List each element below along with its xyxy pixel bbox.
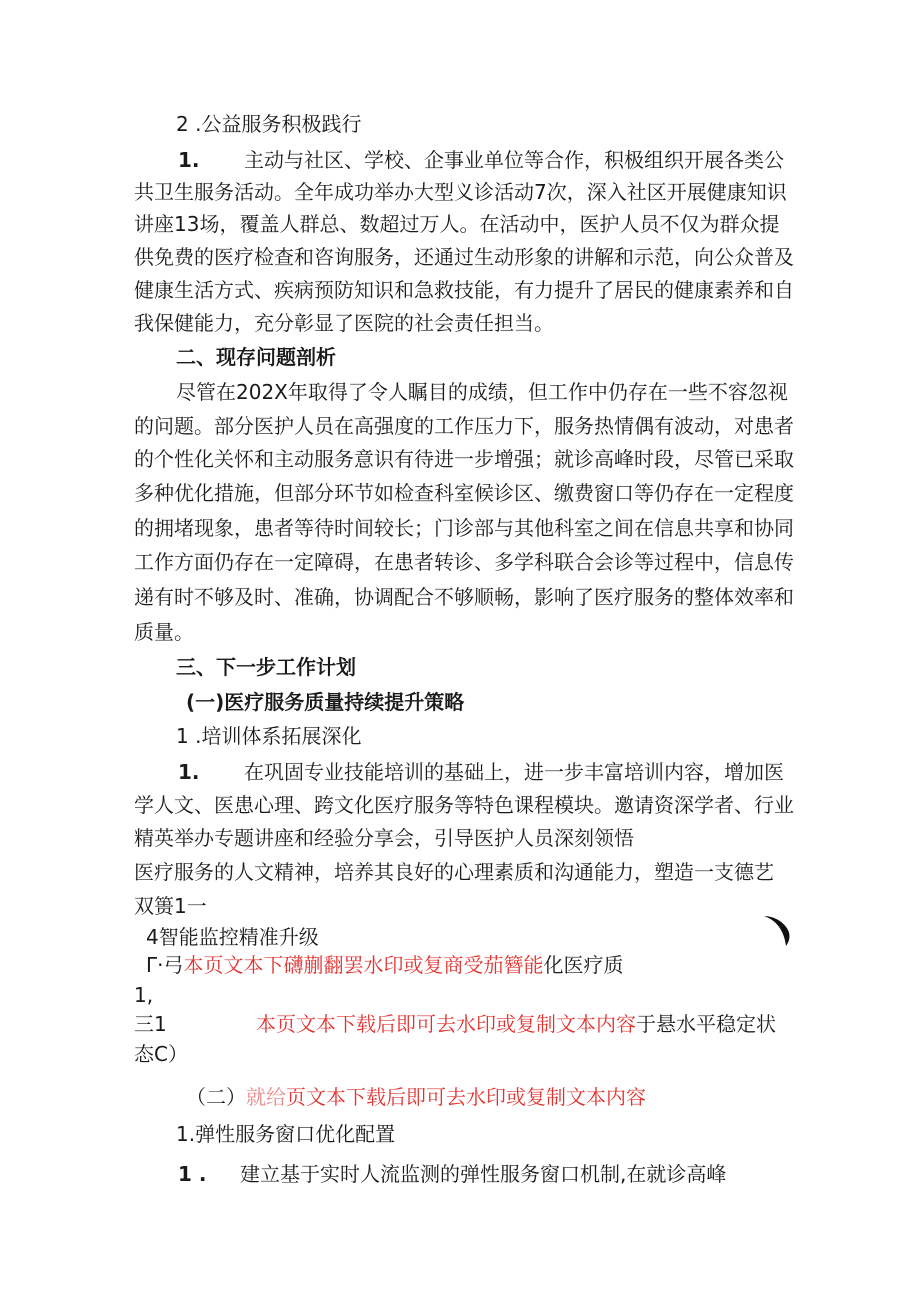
ocr-line: 态C）	[134, 1042, 188, 1066]
section-heading: 三、下一步工作计划	[176, 655, 356, 679]
ocr-fragment: Γ·弓	[146, 953, 184, 977]
paragraph-line	[178, 148, 784, 172]
paragraph-line: 的个性化关怀和主动服务意识有待进一步增强；就诊高峰时段，尽管已采取	[134, 447, 794, 471]
paragraph-window	[178, 1162, 726, 1186]
paragraph-line: 健康生活方式、疾病预防知识和急救技能，有力提升了居民的健康素养和自	[134, 278, 794, 302]
paragraph-line: 工作方面仍存在一定障碍，在患者转诊、多学科联合会诊等过程中，信息传	[134, 550, 794, 574]
ocr-fragment: 于悬水平稳定状	[636, 1012, 776, 1036]
item-number: 1.	[178, 760, 200, 784]
ocr-fragment: 化医疗质	[543, 953, 624, 977]
item-number: 1 .	[178, 1162, 207, 1186]
paragraph-line: 共卫生服务活动。全年成功举办大型义诊活动7次，深入社区开展健康知识	[134, 180, 787, 204]
paragraph-line: 医疗服务的人文精神，培养其良好的心理素质和沟通能力，塑造一支德艺	[134, 860, 774, 884]
paragraph-line: 递有时不够及时、准确，协调配合不够顺畅，影响了医疗服务的整体效率和	[134, 585, 794, 609]
paragraph-line: 质量。	[134, 620, 194, 644]
ocr-line: 1,	[134, 983, 154, 1007]
paragraph-line	[178, 760, 784, 784]
paragraph-line: 学人文、医患心理、跨文化医疗服务等特色课程模块。邀请资深学者、行业	[134, 793, 794, 817]
paragraph-line: 的拥堵现象，患者等待时间较长；门诊部与其他科室之间在信息共享和协同	[134, 516, 794, 540]
section-heading: 二、现存问题剖析	[176, 345, 336, 369]
paragraph-line: 尽管在202X年取得了令人瞩目的成绩，但工作中仍存在一些不容忽视	[176, 380, 788, 404]
section-title: 2 .公益服务积极践行	[176, 112, 362, 136]
watermark-text: 页文本下载后即可去水印或复制文本内容	[286, 1085, 646, 1109]
watermark-heading	[186, 1085, 646, 1109]
paragraph-line: 我保健能力，充分彰显了医院的社会责任担当。	[134, 311, 554, 335]
subsection-heading: (一)医疗服务质量持续提升策略	[186, 690, 465, 714]
section-title: 1.弹性服务窗口优化配置	[176, 1122, 396, 1146]
watermark-text: 就给	[246, 1085, 286, 1109]
paragraph-line: 双篑1一	[134, 894, 207, 918]
section-title: 1 .培训体系拓展深化	[176, 724, 362, 748]
watermark-line	[134, 1012, 776, 1036]
line-text: 建立基于实时人流监测的弹性服务窗口机制,在就诊高峰	[240, 1162, 727, 1186]
ocr-line: 4智能监控精准升级	[146, 925, 319, 949]
paragraph-line: 多种优化措施，但部分环节如检查科室候诊区、缴费窗口等仍存在一定程度	[134, 481, 794, 505]
paragraph-line: 讲座13场，覆盖人群总、数超过万人。在活动中，医护人员不仅为群众提	[134, 212, 780, 236]
watermark-line	[146, 953, 624, 977]
paragraph-line: 供免费的医疗检查和咨询服务，还通过生动形象的讲解和示范，向公众普及	[134, 245, 794, 269]
paragraph-line: 精英举办专题讲座和经验分享会，引导医护人员深刻领悟	[134, 826, 634, 850]
ocr-fragment: 三1	[134, 1012, 167, 1036]
heading-prefix: （二）	[186, 1085, 246, 1109]
slash-mark-icon	[762, 912, 792, 950]
watermark-text: 本页文本下礴蒯翻罢水印或复商受茄簪能	[183, 953, 544, 977]
watermark-text: 本页文本下载后即可去水印或复制文本内容	[256, 1012, 636, 1036]
paragraph-line: 的问题。部分医护人员在高强度的工作压力下，服务热情偶有波动，对患者	[134, 414, 794, 438]
line-text: 主动与社区、学校、企事业单位等合作，积极组织开展各类公	[244, 148, 784, 172]
line-text: 在巩固专业技能培训的基础上，进一步丰富培训内容，增加医	[244, 760, 784, 784]
item-number: 1.	[178, 148, 200, 172]
